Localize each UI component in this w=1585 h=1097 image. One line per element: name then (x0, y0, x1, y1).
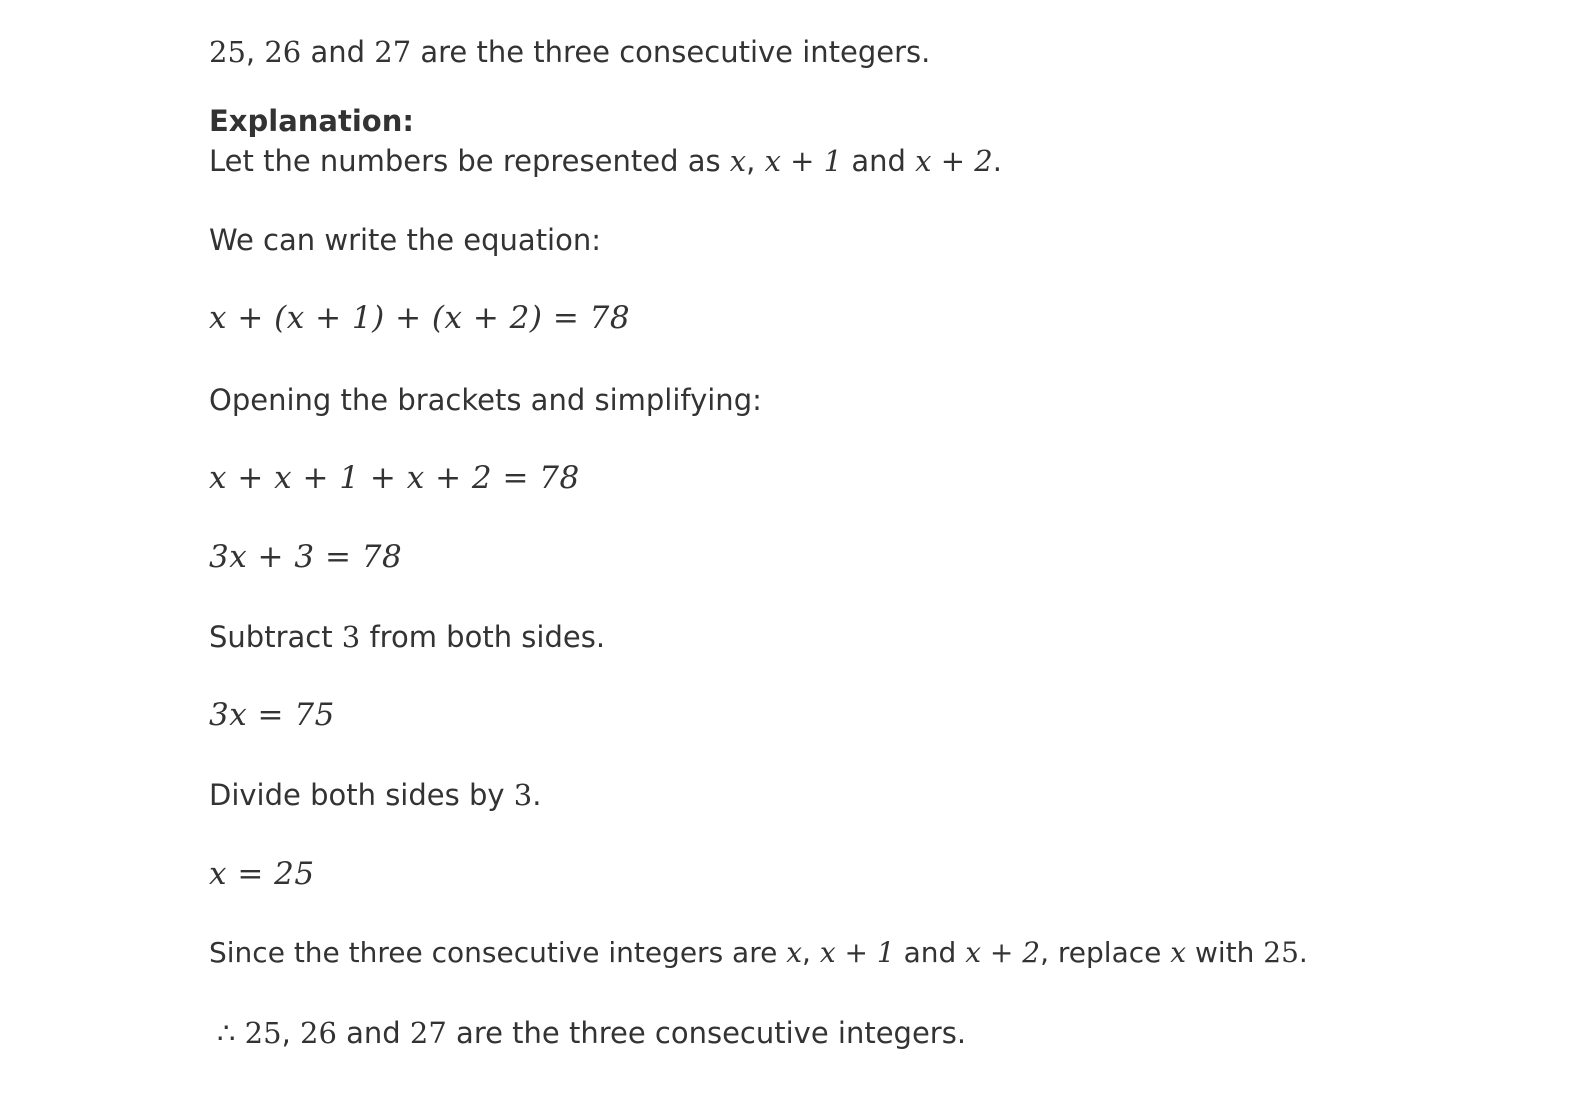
answer-text: are the three consecutive integers. (411, 35, 931, 69)
subtract-line (209, 619, 605, 655)
equation-2-math: x + x + 1 + x + 2 = 78 (209, 460, 580, 496)
conclusion-number-2: 26 (300, 1016, 337, 1050)
divide-line (209, 777, 541, 813)
let-var-3: x + 2 (915, 144, 993, 178)
equation-4 (209, 697, 335, 733)
conclusion-text: are the three consecutive integers. (446, 1016, 967, 1050)
subtract-prefix: Subtract (209, 620, 342, 654)
since-prefix: Since the three consecutive integers are (209, 936, 787, 969)
since-var-3: x + 2 (965, 936, 1041, 969)
answer-number-3: 27 (374, 35, 412, 69)
subtract-number: 3 (341, 620, 361, 654)
let-var-1: x (729, 144, 747, 178)
divide-number: 3 (513, 778, 533, 812)
answer-separator: , (245, 35, 265, 69)
conclusion-number-3: 27 (409, 1016, 447, 1050)
since-var-4: x (1170, 936, 1187, 969)
divide-prefix: Divide both sides by (209, 778, 514, 812)
let-line (209, 143, 1002, 179)
therefore-symbol: ∴ (217, 1016, 236, 1050)
let-prefix: Let the numbers be represented as (209, 144, 730, 178)
since-line (209, 935, 1308, 971)
equation-3 (209, 539, 402, 575)
answer-number-1: 25 (209, 35, 246, 69)
equation-2 (209, 460, 580, 496)
since-mid: , replace (1040, 936, 1171, 969)
since-var-2: x + 1 (819, 936, 895, 969)
divide-suffix: . (532, 778, 542, 812)
equation-1-math: x + (x + 1) + (x + 2) = 78 (209, 300, 631, 336)
equation-1 (209, 300, 630, 336)
equation-5 (209, 856, 315, 892)
equation-4-math: 3x = 75 (209, 697, 335, 733)
let-and: and (842, 144, 916, 178)
since-and: and (894, 936, 966, 969)
answer-line (209, 34, 930, 70)
conclusion-number-1: 25 (244, 1016, 282, 1050)
let-end: . (992, 144, 1002, 178)
since-end: . (1298, 936, 1308, 969)
since-with: with (1186, 936, 1264, 969)
write-equation-text: We can write the equation: (209, 223, 602, 257)
since-number: 25 (1263, 936, 1299, 969)
answer-number-2: 26 (264, 35, 302, 69)
explanation-heading: Explanation: (209, 104, 414, 138)
let-comma: , (746, 144, 765, 178)
conclusion-and: and (336, 1016, 410, 1050)
equation-3-math: 3x + 3 = 78 (209, 539, 403, 575)
equation-5-math: x = 25 (209, 856, 315, 892)
opening-brackets-text: Opening the brackets and simplifying: (209, 383, 762, 417)
subtract-suffix: from both sides. (360, 620, 606, 654)
since-var-1: x (786, 936, 803, 969)
conclusion-line (217, 1015, 966, 1051)
conclusion-separator: , (281, 1016, 301, 1050)
let-var-2: x + 1 (764, 144, 843, 178)
answer-and: and (301, 35, 375, 69)
since-comma: , (802, 936, 820, 969)
